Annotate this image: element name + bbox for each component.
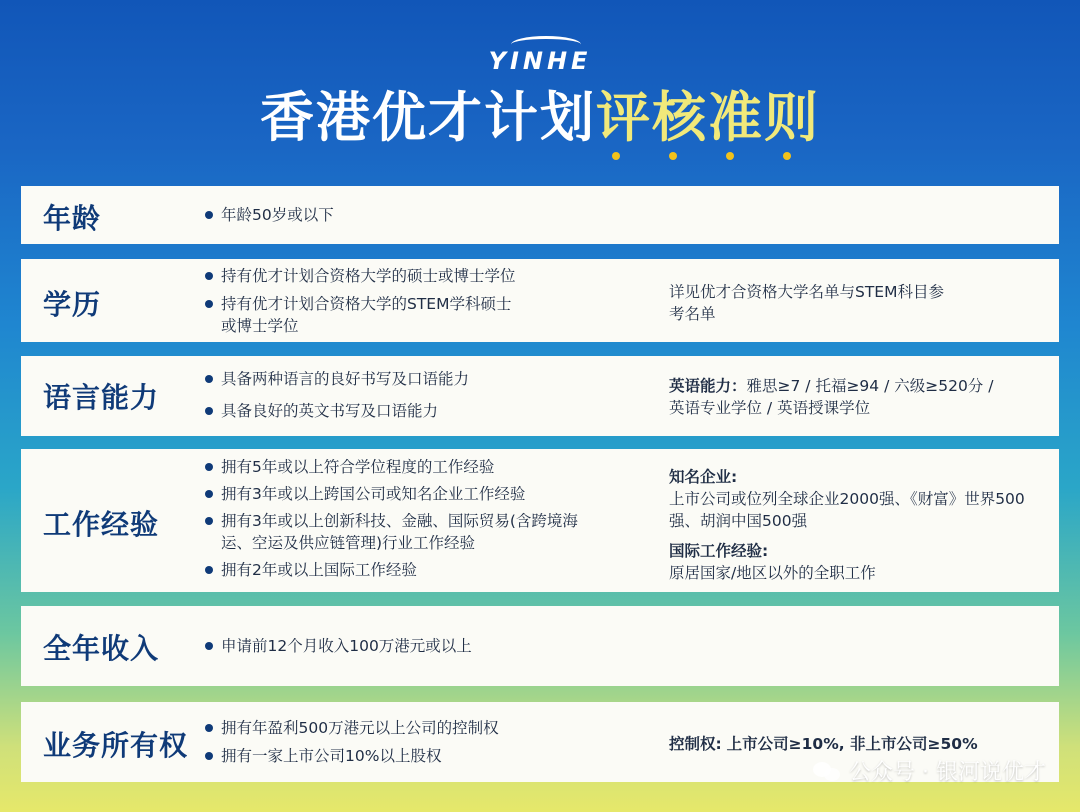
title-white-part: 香港优才计划: [260, 86, 596, 149]
wechat-icon: [813, 760, 843, 782]
criteria-row-language: [21, 356, 1059, 436]
note-line: 考名单: [669, 305, 716, 323]
dot-icon: [783, 152, 791, 160]
row-label: 年龄: [43, 202, 102, 235]
side-note: [669, 466, 1039, 584]
bullet-item: 拥有5年或以上符合学位程度的工作经验: [205, 456, 578, 478]
side-note: [669, 375, 1039, 419]
row-label: 全年收入: [43, 632, 160, 665]
criteria-row-income: [21, 606, 1059, 686]
note-bold-text: 国际工作经验:: [669, 542, 769, 560]
bullet-item: 拥有一家上市公司10%以上股权: [205, 745, 499, 767]
bullet-item: 拥有3年或以上跨国公司或知名企业工作经验: [205, 483, 578, 505]
row-label: 学历: [43, 288, 102, 321]
criteria-row-work-experience: [21, 449, 1059, 592]
note-line: [669, 733, 1039, 755]
side-note: [669, 281, 1039, 325]
wechat-watermark: [813, 755, 1046, 786]
side-note: [669, 733, 1039, 755]
logo-text: YINHE: [488, 47, 592, 75]
dot-icon: [669, 152, 677, 160]
dot-icon: [612, 152, 620, 160]
page-title: [0, 82, 1080, 154]
bullet-item: 持有优才计划合资格大学的硕士或博士学位: [205, 265, 516, 287]
bullet-list: [205, 456, 578, 581]
row-label: 业务所有权: [43, 729, 189, 762]
decorative-dots: [612, 152, 791, 160]
bullet-list: [205, 368, 469, 422]
bullet-list: [205, 635, 472, 657]
bullet-item: 拥有年盈利500万港元以上公司的控制权: [205, 717, 499, 739]
note-bold: [669, 466, 1039, 488]
yinhe-logo: [0, 30, 1080, 75]
note-bold: [669, 540, 1039, 562]
note-line: 英语专业学位 / 英语授课学位: [669, 399, 871, 417]
note-line: 上市公司或位列全球企业2000强、《财富》世界500: [669, 490, 1025, 508]
bullet-item: 年龄50岁或以下: [205, 204, 334, 226]
dot-icon: [726, 152, 734, 160]
bullet-continuation-text: 运、空运及供应链管理)行业工作经验: [221, 534, 476, 552]
bullet-item: 具备两种语言的良好书写及口语能力: [205, 368, 469, 390]
note-text: 雅思≥7 / 托福≥94 / 六级≥520分 /: [746, 377, 994, 395]
note-text: 上市公司≥10%, 非上市公司≥50%: [726, 735, 978, 753]
title-yellow-part: 评核准则: [596, 86, 820, 149]
bullet-item: 申请前12个月收入100万港元或以上: [205, 635, 472, 657]
watermark-text: 公众号 · 银河说优才: [849, 760, 1046, 785]
note-line: 强、胡润中国500强: [669, 512, 808, 530]
row-label: 工作经验: [43, 508, 160, 541]
bullet-list: [205, 204, 334, 226]
bullet-item: 持有优才计划合资格大学的STEM学科硕士: [205, 293, 516, 315]
note-line: 详见优才合资格大学名单与STEM科目参: [669, 283, 944, 301]
note-bold: 控制权:: [669, 735, 722, 753]
criteria-row-age: [21, 186, 1059, 244]
bullet-item: 拥有2年或以上国际工作经验: [205, 559, 578, 581]
note-bold: 英语能力：: [669, 377, 747, 395]
bullet-item-continuation: [205, 315, 516, 337]
bullet-list: [205, 717, 499, 767]
row-label: 语言能力: [43, 381, 160, 414]
bullet-item-continuation: [205, 532, 578, 554]
bullet-list: [205, 265, 516, 337]
bullet-continuation-text: 或博士学位: [221, 317, 299, 335]
note-bold-text: 知名企业:: [669, 468, 738, 486]
bullet-item: 具备良好的英文书写及口语能力: [205, 400, 469, 422]
bullet-item: 拥有3年或以上创新科技、金融、国际贸易(含跨境海: [205, 510, 578, 532]
note-line: [669, 375, 1039, 397]
logo-arc-icon: [511, 36, 581, 53]
note-line: 原居国家/地区以外的全职工作: [669, 564, 876, 582]
criteria-row-education: [21, 259, 1059, 342]
